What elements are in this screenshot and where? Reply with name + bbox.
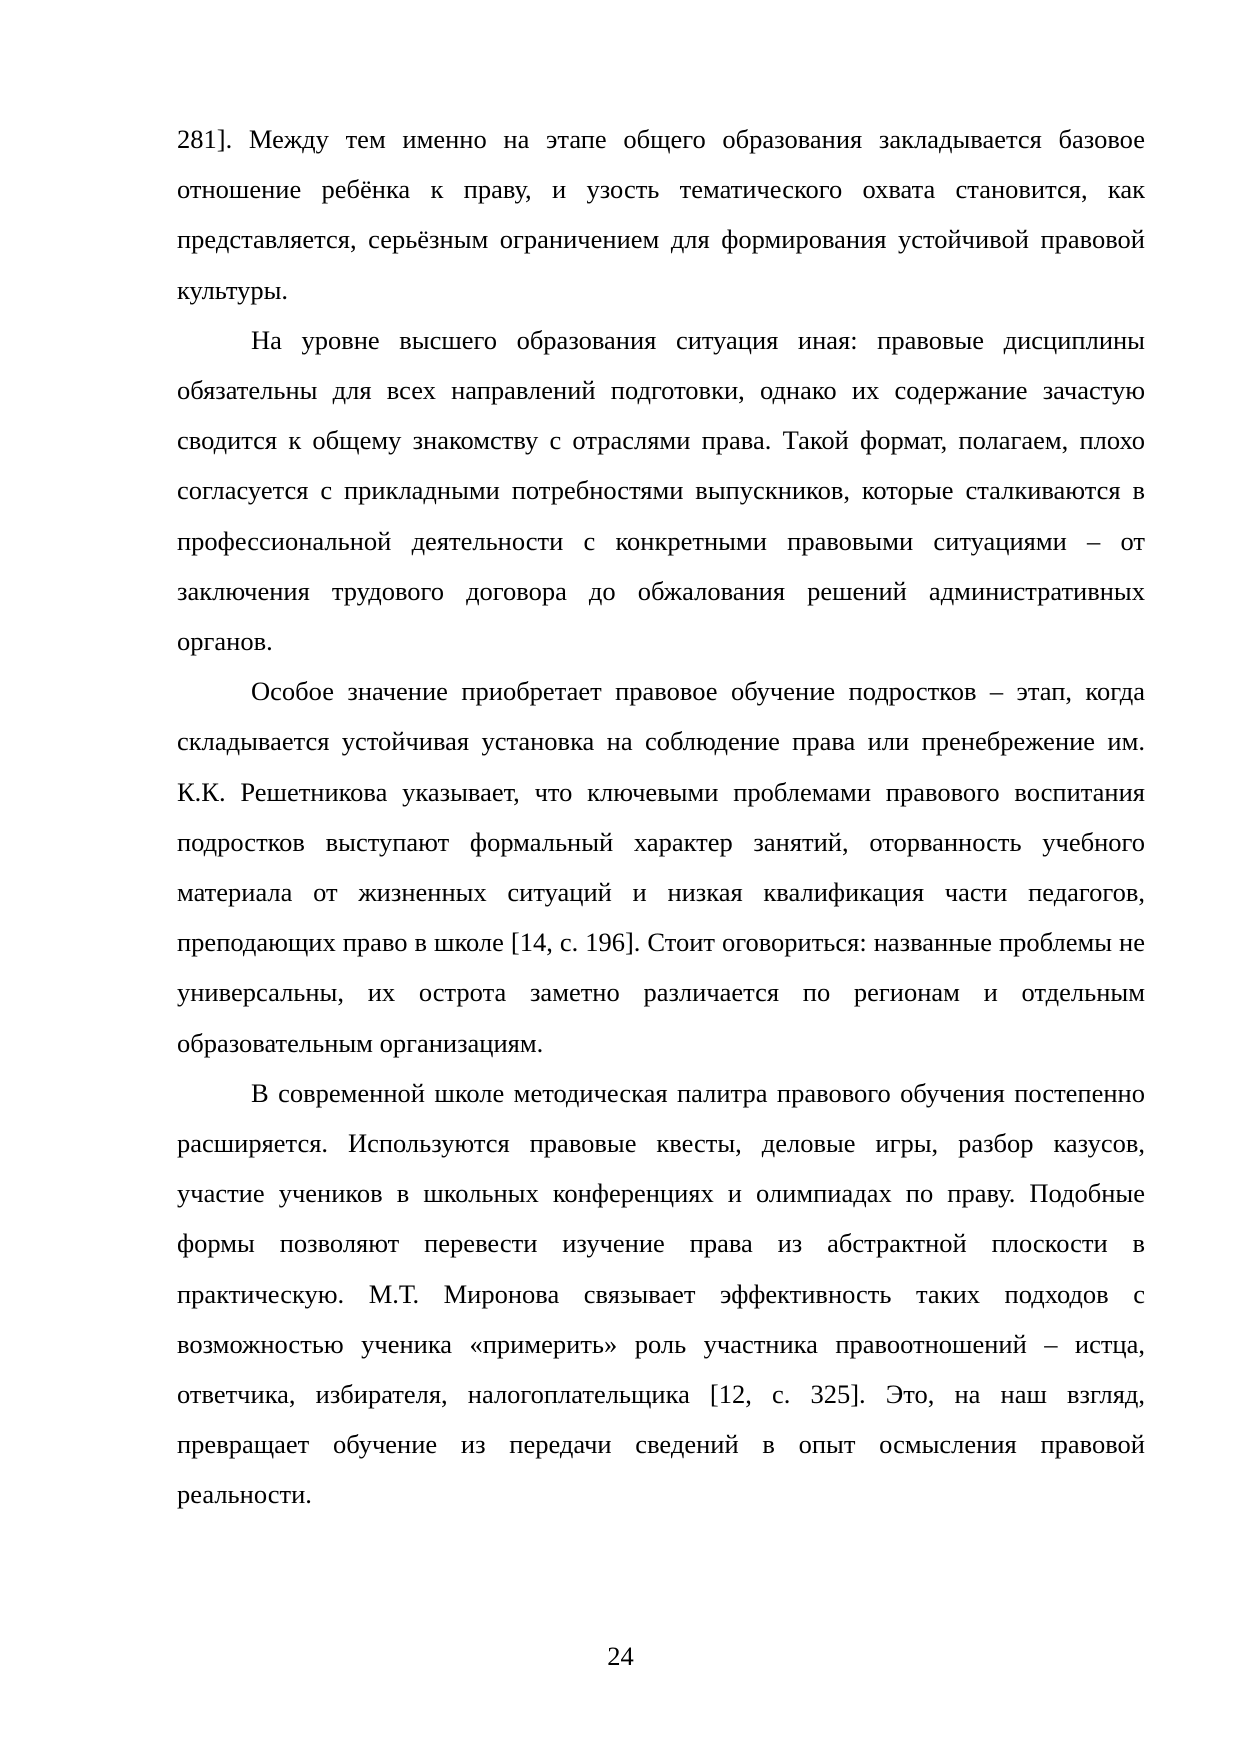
document-body <box>177 114 1145 1520</box>
paragraph-3: Особое значение приобретает правовое обучение подростков – этап, когда складывается устойчивая установка на соблюдение права или пренебрежение им. К.К. Решетникова указывает, что ключевыми проблемами правового воспитания подростков выступают формальный характер занятий, оторванность учебного материала от жизненных ситуаций и низкая квалификация части педагогов, преподающих право в школе [14, с. 196]. Стоит оговориться: названные проблемы не универсальны, их острота заметно различается по регионам и отдельным образовательным организациям. <box>177 676 1145 1058</box>
paragraph-2: На уровне высшего образования ситуация иная: правовые дисциплины обязательны для всех направлений подготовки, однако их содержание зачастую сводится к общему знакомству с отраслями права. Такой формат, полагаем, плохо согласуется с прикладными потребностями выпускников, которые сталкиваются в профессиональной деятельности с конкретными правовыми ситуациями – от заключения трудового договора до обжалования решений административных органов. <box>177 324 1145 657</box>
paragraph-4: В современной школе методическая палитра правового обучения постепенно расширяется. Используются правовые квесты, деловые игры, разбор казусов, участие учеников в школьных конференциях и олимпиадах по праву. Подобные формы позволяют перевести изучение права из абстрактной плоскости в практическую. М.Т. Миронова связывает эффективность таких подходов с возможностью ученика «примерить» роль участника правоотношений – истца, ответчика, избирателя, налогоплательщика [12, с. 325]. Это, на наш взгляд, превращает обучение из передачи сведений в опыт осмысления правовой реальности. <box>177 1077 1145 1510</box>
paragraph-1: 281]. Между тем именно на этапе общего образования закладывается базовое отношение ребёнка к праву, и узость тематического охвата становится, как представляется, серьёзным ограничением для формирования устойчивой правовой культуры. <box>177 124 1145 305</box>
page-number: 24 <box>607 1641 634 1671</box>
